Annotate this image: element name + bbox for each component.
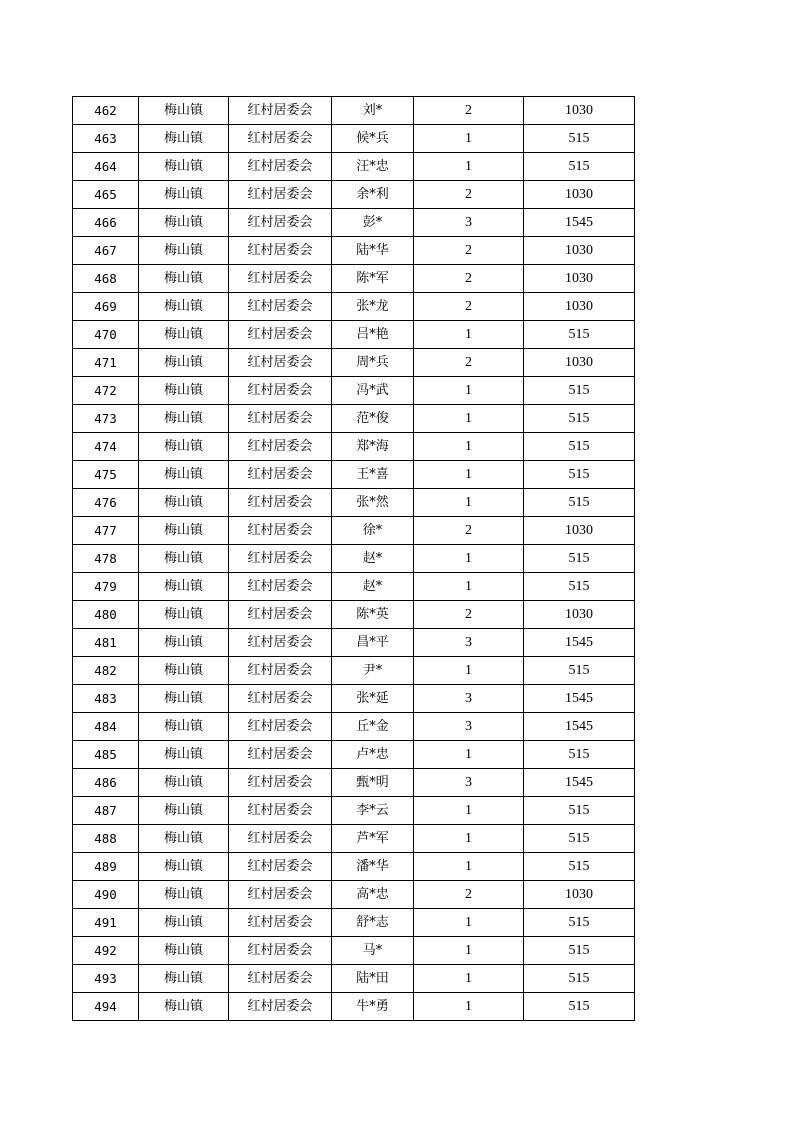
amount-cell: 515 — [524, 573, 635, 601]
name-cell: 陆*田 — [332, 965, 414, 993]
amount-cell: 1030 — [524, 881, 635, 909]
count-cell: 1 — [414, 545, 524, 573]
town-cell: 梅山镇 — [139, 937, 229, 965]
town-cell: 梅山镇 — [139, 909, 229, 937]
table-row — [73, 265, 635, 293]
committee-cell: 红村居委会 — [229, 909, 332, 937]
name-cell: 甄*明 — [332, 769, 414, 797]
row-number-cell: 492 — [73, 937, 139, 965]
town-cell: 梅山镇 — [139, 965, 229, 993]
row-number-cell: 490 — [73, 881, 139, 909]
row-number-cell: 476 — [73, 489, 139, 517]
name-cell: 冯*武 — [332, 377, 414, 405]
amount-cell: 1030 — [524, 517, 635, 545]
amount-cell: 1545 — [524, 713, 635, 741]
town-cell: 梅山镇 — [139, 209, 229, 237]
committee-cell: 红村居委会 — [229, 265, 332, 293]
table-row — [73, 517, 635, 545]
town-cell: 梅山镇 — [139, 685, 229, 713]
committee-cell: 红村居委会 — [229, 153, 332, 181]
town-cell: 梅山镇 — [139, 293, 229, 321]
amount-cell: 515 — [524, 797, 635, 825]
name-cell: 赵* — [332, 545, 414, 573]
amount-cell: 1030 — [524, 349, 635, 377]
table-row — [73, 489, 635, 517]
table-row — [73, 909, 635, 937]
name-cell: 郑*海 — [332, 433, 414, 461]
committee-cell: 红村居委会 — [229, 545, 332, 573]
committee-cell: 红村居委会 — [229, 517, 332, 545]
count-cell: 1 — [414, 153, 524, 181]
name-cell: 张*龙 — [332, 293, 414, 321]
name-cell: 张*延 — [332, 685, 414, 713]
committee-cell: 红村居委会 — [229, 97, 332, 125]
table-row — [73, 237, 635, 265]
count-cell: 3 — [414, 209, 524, 237]
committee-cell: 红村居委会 — [229, 853, 332, 881]
amount-cell: 515 — [524, 937, 635, 965]
row-number-cell: 467 — [73, 237, 139, 265]
committee-cell: 红村居委会 — [229, 293, 332, 321]
name-cell: 彭* — [332, 209, 414, 237]
name-cell: 李*云 — [332, 797, 414, 825]
amount-cell: 1030 — [524, 293, 635, 321]
town-cell: 梅山镇 — [139, 657, 229, 685]
count-cell: 1 — [414, 853, 524, 881]
table-row — [73, 461, 635, 489]
committee-cell: 红村居委会 — [229, 321, 332, 349]
name-cell: 候*兵 — [332, 125, 414, 153]
table-row — [73, 377, 635, 405]
town-cell: 梅山镇 — [139, 97, 229, 125]
town-cell: 梅山镇 — [139, 433, 229, 461]
committee-cell: 红村居委会 — [229, 573, 332, 601]
committee-cell: 红村居委会 — [229, 713, 332, 741]
row-number-cell: 487 — [73, 797, 139, 825]
count-cell: 1 — [414, 433, 524, 461]
committee-cell: 红村居委会 — [229, 685, 332, 713]
table-row — [73, 937, 635, 965]
town-cell: 梅山镇 — [139, 713, 229, 741]
name-cell: 汪*忠 — [332, 153, 414, 181]
row-number-cell: 462 — [73, 97, 139, 125]
row-number-cell: 474 — [73, 433, 139, 461]
row-number-cell: 472 — [73, 377, 139, 405]
name-cell: 徐* — [332, 517, 414, 545]
amount-cell: 515 — [524, 153, 635, 181]
committee-cell: 红村居委会 — [229, 349, 332, 377]
count-cell: 3 — [414, 713, 524, 741]
name-cell: 张*然 — [332, 489, 414, 517]
town-cell: 梅山镇 — [139, 125, 229, 153]
amount-cell: 515 — [524, 377, 635, 405]
amount-cell: 515 — [524, 545, 635, 573]
table-body — [73, 97, 635, 1021]
amount-cell: 515 — [524, 825, 635, 853]
row-number-cell: 463 — [73, 125, 139, 153]
count-cell: 1 — [414, 909, 524, 937]
town-cell: 梅山镇 — [139, 405, 229, 433]
committee-cell: 红村居委会 — [229, 489, 332, 517]
amount-cell: 1545 — [524, 769, 635, 797]
town-cell: 梅山镇 — [139, 573, 229, 601]
count-cell: 2 — [414, 293, 524, 321]
table-row — [73, 853, 635, 881]
amount-cell: 515 — [524, 321, 635, 349]
table-row — [73, 293, 635, 321]
count-cell: 2 — [414, 97, 524, 125]
row-number-cell: 471 — [73, 349, 139, 377]
committee-cell: 红村居委会 — [229, 993, 332, 1021]
count-cell: 1 — [414, 377, 524, 405]
amount-cell: 1030 — [524, 237, 635, 265]
table-row — [73, 713, 635, 741]
committee-cell: 红村居委会 — [229, 237, 332, 265]
town-cell: 梅山镇 — [139, 825, 229, 853]
count-cell: 1 — [414, 657, 524, 685]
committee-cell: 红村居委会 — [229, 433, 332, 461]
table-row — [73, 797, 635, 825]
town-cell: 梅山镇 — [139, 797, 229, 825]
town-cell: 梅山镇 — [139, 377, 229, 405]
town-cell: 梅山镇 — [139, 545, 229, 573]
table-row — [73, 97, 635, 125]
row-number-cell: 484 — [73, 713, 139, 741]
count-cell: 1 — [414, 489, 524, 517]
name-cell: 丘*金 — [332, 713, 414, 741]
name-cell: 范*俊 — [332, 405, 414, 433]
table-row — [73, 629, 635, 657]
count-cell: 1 — [414, 937, 524, 965]
table-row — [73, 993, 635, 1021]
row-number-cell: 489 — [73, 853, 139, 881]
count-cell: 3 — [414, 769, 524, 797]
amount-cell: 515 — [524, 125, 635, 153]
name-cell: 刘* — [332, 97, 414, 125]
table-row — [73, 601, 635, 629]
table-row — [73, 153, 635, 181]
town-cell: 梅山镇 — [139, 881, 229, 909]
amount-cell: 515 — [524, 965, 635, 993]
count-cell: 2 — [414, 237, 524, 265]
name-cell: 牛*勇 — [332, 993, 414, 1021]
table-row — [73, 405, 635, 433]
amount-cell: 515 — [524, 909, 635, 937]
town-cell: 梅山镇 — [139, 321, 229, 349]
count-cell: 2 — [414, 601, 524, 629]
row-number-cell: 488 — [73, 825, 139, 853]
amount-cell: 515 — [524, 993, 635, 1021]
count-cell: 1 — [414, 825, 524, 853]
name-cell: 马* — [332, 937, 414, 965]
committee-cell: 红村居委会 — [229, 825, 332, 853]
name-cell: 吕*艳 — [332, 321, 414, 349]
name-cell: 卢*忠 — [332, 741, 414, 769]
count-cell: 1 — [414, 993, 524, 1021]
committee-cell: 红村居委会 — [229, 181, 332, 209]
town-cell: 梅山镇 — [139, 853, 229, 881]
committee-cell: 红村居委会 — [229, 461, 332, 489]
count-cell: 3 — [414, 629, 524, 657]
amount-cell: 1030 — [524, 97, 635, 125]
table-row — [73, 881, 635, 909]
table-row — [73, 965, 635, 993]
amount-cell: 1030 — [524, 601, 635, 629]
row-number-cell: 465 — [73, 181, 139, 209]
row-number-cell: 473 — [73, 405, 139, 433]
name-cell: 尹* — [332, 657, 414, 685]
row-number-cell: 464 — [73, 153, 139, 181]
name-cell: 陈*军 — [332, 265, 414, 293]
name-cell: 余*利 — [332, 181, 414, 209]
name-cell: 潘*华 — [332, 853, 414, 881]
name-cell: 赵* — [332, 573, 414, 601]
amount-cell: 1545 — [524, 209, 635, 237]
committee-cell: 红村居委会 — [229, 125, 332, 153]
name-cell: 高*忠 — [332, 881, 414, 909]
table-row — [73, 573, 635, 601]
count-cell: 2 — [414, 349, 524, 377]
count-cell: 1 — [414, 125, 524, 153]
table-row — [73, 657, 635, 685]
row-number-cell: 468 — [73, 265, 139, 293]
town-cell: 梅山镇 — [139, 349, 229, 377]
table-row — [73, 125, 635, 153]
count-cell: 1 — [414, 965, 524, 993]
row-number-cell: 479 — [73, 573, 139, 601]
town-cell: 梅山镇 — [139, 741, 229, 769]
row-number-cell: 486 — [73, 769, 139, 797]
table-row — [73, 685, 635, 713]
row-number-cell: 493 — [73, 965, 139, 993]
town-cell: 梅山镇 — [139, 993, 229, 1021]
town-cell: 梅山镇 — [139, 461, 229, 489]
town-cell: 梅山镇 — [139, 769, 229, 797]
committee-cell: 红村居委会 — [229, 769, 332, 797]
count-cell: 3 — [414, 685, 524, 713]
table-row — [73, 209, 635, 237]
name-cell: 舒*志 — [332, 909, 414, 937]
count-cell: 2 — [414, 181, 524, 209]
table-row — [73, 545, 635, 573]
town-cell: 梅山镇 — [139, 601, 229, 629]
count-cell: 2 — [414, 517, 524, 545]
amount-cell: 515 — [524, 741, 635, 769]
row-number-cell: 482 — [73, 657, 139, 685]
amount-cell: 515 — [524, 657, 635, 685]
name-cell: 周*兵 — [332, 349, 414, 377]
table-row — [73, 769, 635, 797]
data-table — [72, 96, 635, 1021]
count-cell: 2 — [414, 265, 524, 293]
amount-cell: 515 — [524, 433, 635, 461]
table-row — [73, 349, 635, 377]
row-number-cell: 469 — [73, 293, 139, 321]
town-cell: 梅山镇 — [139, 181, 229, 209]
table-row — [73, 825, 635, 853]
committee-cell: 红村居委会 — [229, 601, 332, 629]
name-cell: 昌*平 — [332, 629, 414, 657]
table-row — [73, 321, 635, 349]
town-cell: 梅山镇 — [139, 517, 229, 545]
town-cell: 梅山镇 — [139, 489, 229, 517]
row-number-cell: 494 — [73, 993, 139, 1021]
row-number-cell: 491 — [73, 909, 139, 937]
amount-cell: 515 — [524, 405, 635, 433]
committee-cell: 红村居委会 — [229, 629, 332, 657]
committee-cell: 红村居委会 — [229, 209, 332, 237]
row-number-cell: 470 — [73, 321, 139, 349]
name-cell: 陈*英 — [332, 601, 414, 629]
amount-cell: 515 — [524, 853, 635, 881]
table-row — [73, 741, 635, 769]
row-number-cell: 478 — [73, 545, 139, 573]
table-row — [73, 181, 635, 209]
table-row — [73, 433, 635, 461]
amount-cell: 515 — [524, 461, 635, 489]
row-number-cell: 477 — [73, 517, 139, 545]
amount-cell: 1030 — [524, 181, 635, 209]
name-cell: 王*喜 — [332, 461, 414, 489]
town-cell: 梅山镇 — [139, 265, 229, 293]
town-cell: 梅山镇 — [139, 237, 229, 265]
count-cell: 1 — [414, 573, 524, 601]
name-cell: 芦*军 — [332, 825, 414, 853]
amount-cell: 1030 — [524, 265, 635, 293]
committee-cell: 红村居委会 — [229, 377, 332, 405]
count-cell: 2 — [414, 881, 524, 909]
committee-cell: 红村居委会 — [229, 965, 332, 993]
row-number-cell: 483 — [73, 685, 139, 713]
committee-cell: 红村居委会 — [229, 657, 332, 685]
town-cell: 梅山镇 — [139, 629, 229, 657]
committee-cell: 红村居委会 — [229, 405, 332, 433]
committee-cell: 红村居委会 — [229, 797, 332, 825]
committee-cell: 红村居委会 — [229, 881, 332, 909]
row-number-cell: 466 — [73, 209, 139, 237]
amount-cell: 1545 — [524, 629, 635, 657]
count-cell: 1 — [414, 321, 524, 349]
count-cell: 1 — [414, 741, 524, 769]
amount-cell: 1545 — [524, 685, 635, 713]
row-number-cell: 485 — [73, 741, 139, 769]
row-number-cell: 480 — [73, 601, 139, 629]
committee-cell: 红村居委会 — [229, 741, 332, 769]
count-cell: 1 — [414, 797, 524, 825]
name-cell: 陆*华 — [332, 237, 414, 265]
town-cell: 梅山镇 — [139, 153, 229, 181]
row-number-cell: 481 — [73, 629, 139, 657]
count-cell: 1 — [414, 405, 524, 433]
amount-cell: 515 — [524, 489, 635, 517]
count-cell: 1 — [414, 461, 524, 489]
row-number-cell: 475 — [73, 461, 139, 489]
committee-cell: 红村居委会 — [229, 937, 332, 965]
